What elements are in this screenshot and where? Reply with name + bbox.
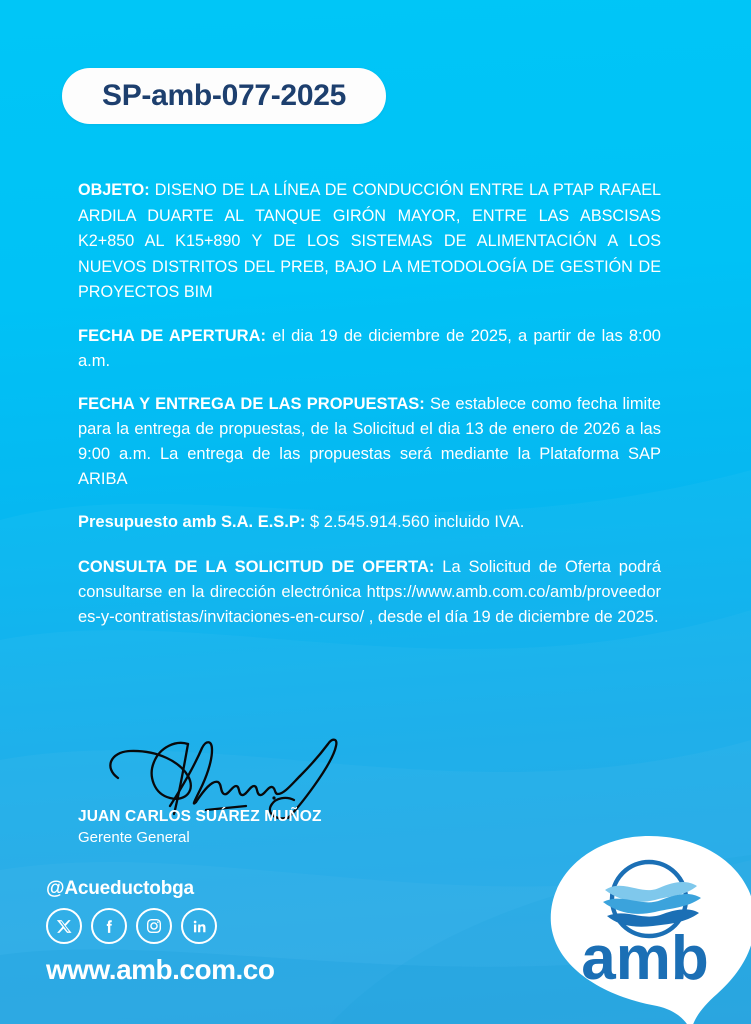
- text-presupuesto: $ 2.545.914.560 incluido IVA.: [305, 512, 525, 531]
- signature-block: [78, 732, 498, 846]
- amb-logo: [541, 834, 751, 1024]
- text-consulta-after: , desde el día 19 de diciembre de 2025.: [364, 607, 659, 626]
- social-icon-row: [46, 908, 386, 944]
- signer-name: JUAN CARLOS SUÁREZ MUÑOZ: [78, 808, 322, 825]
- document-code-text: SP-amb-077-2025: [102, 79, 346, 112]
- consulta-url[interactable]: https://www.amb.com.co/amb/proveedores-y-contratistas/invitaciones-en-curso/: [78, 582, 661, 626]
- document-code-badge: [62, 68, 386, 124]
- signer-role: Gerente General: [78, 829, 190, 846]
- label-fecha-entrega-propuestas: FECHA Y ENTREGA DE LAS PROPUESTAS:: [78, 394, 425, 413]
- text-fecha-apertura: el dia 19 de diciembre de 2025, a partir de las 8:00 a.m.: [78, 326, 661, 370]
- document-body: [78, 178, 661, 648]
- amb-wordmark: amb: [581, 924, 709, 993]
- x-twitter-icon[interactable]: [46, 908, 82, 944]
- text-fecha-entrega-propuestas: Se establece como fecha limite para la entrega de propuestas, de la Solicitud el dia 13 de enero de 2026 a las 9:00 a.m. La entrega de las propuestas será mediante la Plataforma SAP ARIBA: [78, 394, 661, 488]
- label-objeto: OBJETO:: [78, 181, 150, 199]
- text-consulta-before: La Solicitud de Oferta podrá consultarse en la dirección electrónica: [78, 557, 661, 601]
- paragraph-fecha-entrega-propuestas: [78, 392, 661, 492]
- website-url[interactable]: www.amb.com.co: [46, 954, 275, 985]
- linkedin-icon[interactable]: [181, 908, 217, 944]
- footer: [46, 878, 386, 986]
- label-presupuesto: Presupuesto amb S.A. E.S.P:: [78, 512, 306, 531]
- facebook-icon[interactable]: [91, 908, 127, 944]
- text-objeto: DISENO DE LA LÍNEA DE CONDUCCIÓN ENTRE LA PTAP RAFAEL ARDILA DUARTE AL TANQUE GIRÓN MAYOR, ENTRE LAS ABSCISAS K2+850 AL K15+890 Y DE LOS SISTEMAS DE ALIMENTACIÓN A LOS NUEVOS DISTRITOS DEL PREB, BAJO LA METODOLOGÍA DE GESTIÓN DE PROYECTOS BIM: [78, 181, 661, 301]
- paragraph-consulta: [78, 555, 661, 630]
- paragraph-presupuesto: [78, 510, 661, 535]
- label-consulta: CONSULTA DE LA SOLICITUD DE OFERTA:: [78, 557, 435, 576]
- paragraph-objeto: [78, 178, 661, 306]
- social-handle: @Acueductobga: [46, 878, 194, 899]
- label-fecha-apertura: FECHA DE APERTURA:: [78, 326, 267, 345]
- paragraph-fecha-apertura: [78, 324, 661, 374]
- instagram-icon[interactable]: [136, 908, 172, 944]
